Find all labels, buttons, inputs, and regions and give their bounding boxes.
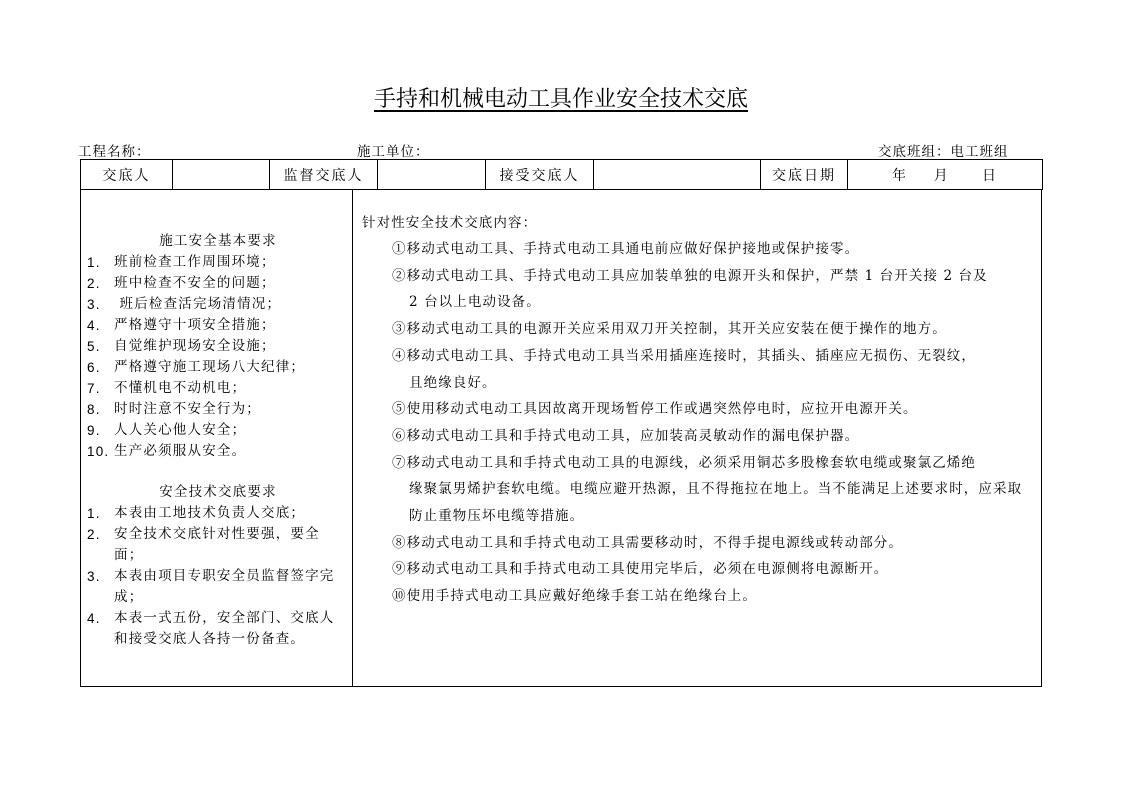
list-item-text: 本表由工地技术负责人交底； — [114, 505, 306, 521]
disclosure-item-continuation: 且绝缘良好。 — [409, 374, 497, 391]
list-item-number: 3. — [87, 569, 101, 584]
list-item-text: 时时注意不安全行为； — [114, 401, 261, 417]
disclosure-item — [362, 236, 1034, 263]
list-item-text: 人人关心他人安全； — [114, 422, 247, 438]
list-item-text: 严格遵守十项安全措施； — [114, 317, 276, 333]
disclosure-item-text: ⑧移动式电动工具和手持式电动工具需要移动时，不得手提电源线或转动部分。 — [392, 534, 903, 551]
list-item-number: 4. — [87, 318, 101, 333]
list-item-text: 安全技术交底针对性要强，要全面； — [114, 526, 320, 563]
list-item-number: 2. — [87, 527, 101, 542]
list-item — [87, 399, 349, 420]
discloser-field[interactable] — [173, 160, 270, 190]
list-item — [87, 357, 349, 378]
list-item — [87, 378, 349, 399]
date-label: 交底日期 — [761, 160, 848, 190]
disclosure-item — [362, 450, 1034, 530]
section-title-disclosure-requirements: 安全技术交底要求 — [159, 484, 277, 500]
list-item — [87, 273, 349, 294]
list-item-text: 班后检查活完场清情况； — [114, 296, 282, 312]
disclosure-item-text: ⑩使用手持式电动工具应戴好绝缘手套工站在绝缘台上。 — [392, 588, 757, 605]
list-item-number: 1. — [87, 506, 101, 521]
disclosure-item — [362, 530, 1034, 557]
list-item — [87, 420, 349, 441]
list-item — [87, 441, 349, 462]
list-item — [87, 503, 349, 524]
content-box — [80, 190, 1042, 687]
content-intro: 针对性安全技术交底内容： — [362, 215, 538, 231]
list-item-text: 生产必须服从安全。 — [114, 443, 247, 459]
supervisor-field[interactable] — [378, 160, 486, 190]
list-item-text: 严格遵守施工现场八大纪律； — [114, 359, 306, 375]
construction-unit-label: 施工单位： — [357, 144, 430, 160]
list-item — [87, 524, 349, 566]
list-item-number: 8. — [87, 402, 101, 417]
disclosure-item-text: ②移动式电动工具、手持式电动工具应加装单独的电源开头和保护，严禁 1 台开关接 2 台及 — [392, 267, 988, 284]
disclosure-item-text: ⑤使用移动式电动工具因故离开现场暂停工作或遇突然停电时，应拉开电源开关。 — [392, 401, 918, 418]
project-name-label: 工程名称： — [78, 144, 151, 160]
list-item-number: 7. — [87, 381, 101, 396]
disclosure-item-text: ④移动式电动工具、手持式电动工具当采用插座连接时，其插头、插座应无损伤、无裂纹， — [392, 347, 976, 364]
right-content-panel — [362, 210, 1034, 610]
disclosure-item-text: ⑦移动式电动工具和手持式电动工具的电源线，必须采用铜芯多股橡套软电缆或聚氯乙烯绝 — [392, 454, 976, 471]
list-item-text: 本表一式五份，安全部门、交底人和接受交底人各持一份备查。 — [114, 610, 335, 647]
document-title: 手持和机械电动工具作业安全技术交底 — [373, 87, 748, 112]
supervisor-label: 监督交底人 — [270, 160, 378, 190]
list-item-number: 3. — [87, 297, 101, 312]
disclosure-item — [362, 423, 1034, 450]
disclosure-item-text: ⑨移动式电动工具和手持式电动工具使用完毕后，必须在电源侧将电源断开。 — [392, 561, 889, 578]
list-item-text: 不懂机电不动机电； — [114, 380, 247, 396]
list-item — [87, 336, 349, 357]
list-item-text: 本表由项目专职安全员监督签字完成； — [114, 568, 335, 605]
list-item-number: 10. — [87, 444, 110, 459]
disclosure-item-text: ①移动式电动工具、手持式电动工具通电前应做好保护接地或保护接零。 — [392, 241, 860, 257]
list-item-number: 9. — [87, 423, 101, 438]
section-title-basic-requirements: 施工安全基本要求 — [159, 233, 277, 249]
header-row — [81, 160, 1043, 190]
list-item-text: 班前检查工作周围环境； — [114, 254, 276, 270]
disclosure-item — [362, 263, 1034, 316]
disclosure-item-continuation: 2 台以上电动设备。 — [409, 294, 541, 311]
disclosure-item-text: ③移动式电动工具的电源开关应采用双刀开关控制，其开关应安装在便于操作的地方。 — [392, 321, 947, 338]
disclosure-item — [362, 343, 1034, 396]
disclosure-item — [362, 316, 1034, 343]
disclosure-item — [362, 396, 1034, 423]
list-item — [87, 252, 349, 273]
left-requirements-panel — [87, 231, 349, 650]
list-item-number: 6. — [87, 360, 101, 375]
list-item — [87, 294, 349, 315]
list-item — [87, 608, 349, 650]
team-label: 交底班组：电工班组 — [878, 144, 1009, 160]
date-field[interactable]: 年 月 日 — [848, 160, 1043, 190]
disclosure-item-text: ⑥移动式电动工具和手持式电动工具，应加装高灵敏动作的漏电保护器。 — [392, 427, 860, 444]
disclosure-item — [362, 583, 1034, 610]
list-item-number: 2. — [87, 276, 101, 291]
disclosure-item-continuation: 缘聚氯男烯护套软电缆。电缆应避开热源，且不得拖拉在地上。当不能满足上述要求时，应采取防止重物压坏电缆等措施。 — [409, 481, 1023, 525]
list-item-text: 班中检查不安全的问题； — [114, 275, 276, 291]
list-item — [87, 566, 349, 608]
list-item — [87, 315, 349, 336]
list-item-number: 4. — [87, 611, 101, 626]
list-item-text: 自觉维护现场安全设施； — [114, 338, 276, 354]
discloser-label: 交底人 — [81, 160, 173, 190]
list-item-number: 5. — [87, 339, 101, 354]
list-item-number: 1. — [87, 255, 101, 270]
receiver-label: 接受交底人 — [486, 160, 594, 190]
column-divider — [352, 190, 353, 686]
signature-header-table — [80, 159, 1043, 190]
receiver-field[interactable] — [594, 160, 761, 190]
disclosure-item — [362, 556, 1034, 583]
